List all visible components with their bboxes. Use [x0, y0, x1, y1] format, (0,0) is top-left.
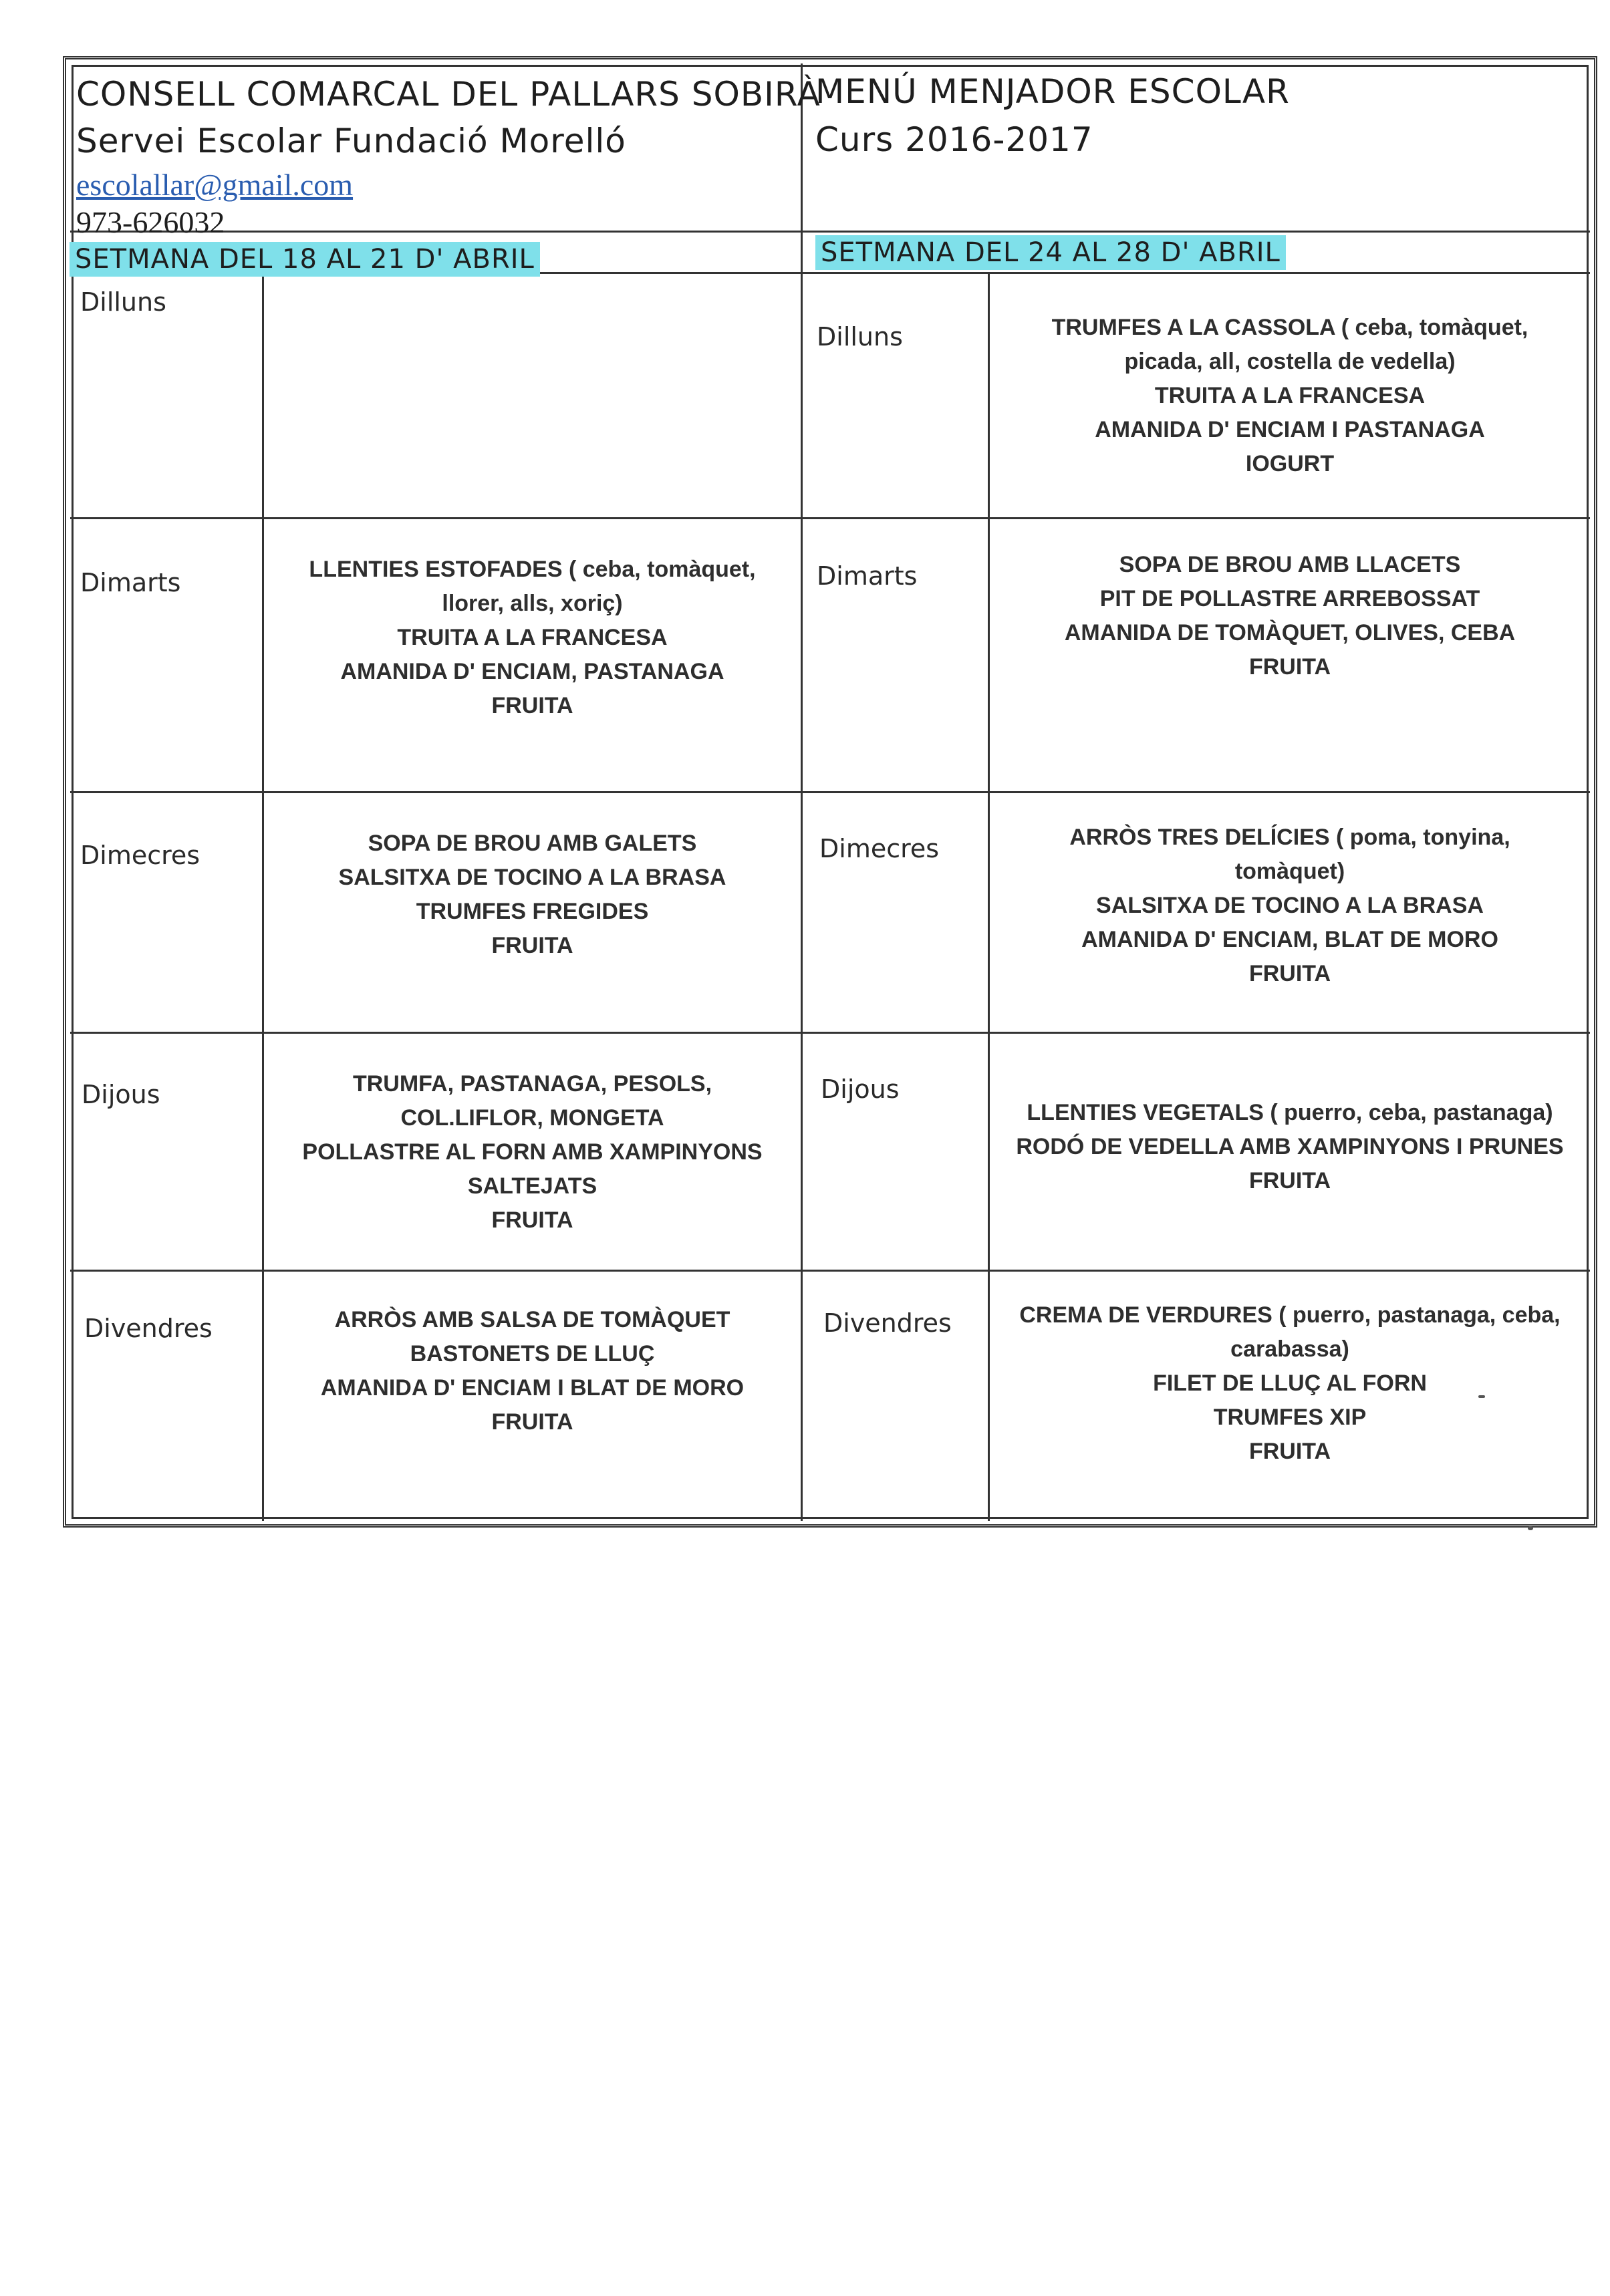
menu-line: FRUITA: [491, 1409, 573, 1435]
email-link[interactable]: escolallar@gmail.com: [76, 168, 354, 202]
menu-line: TRUMFA, PASTANAGA, PESOLS,: [352, 1071, 712, 1097]
week-label-1: SETMANA DEL 18 AL 21 D' ABRIL: [70, 242, 540, 277]
page-title: MENÚ MENJADOR ESCOLAR: [815, 72, 1290, 111]
menu-line: RODÓ DE VEDELLA AMB XAMPINYONS I PRUNES: [1016, 1134, 1564, 1159]
menu-line: FRUITA: [1248, 961, 1331, 986]
menu-line: TRUMFES FREGIDES: [416, 899, 649, 924]
day-label: Dilluns: [817, 322, 903, 351]
row-divider-4: [70, 1270, 1590, 1272]
menu-cell: [264, 1303, 801, 1439]
day-label: Dijous: [821, 1074, 900, 1104]
row-divider-3: [70, 1032, 1590, 1034]
row-divider-header: [70, 231, 1590, 233]
menu-line: CREMA DE VERDURES ( puerro, pastanaga, ceba,: [1019, 1302, 1561, 1328]
menu-line: TRUITA A LA FRANCESA: [397, 625, 668, 650]
service-name: Servei Escolar Fundació Morelló: [76, 122, 626, 160]
scan-speck: [1528, 1526, 1533, 1530]
menu-cell: [990, 548, 1590, 684]
menu-line: TRUMFES XIP: [1213, 1405, 1367, 1430]
menu-line: SOPA DE BROU AMB LLACETS: [1119, 552, 1461, 577]
menu-line: ARRÒS TRES DELÍCIES ( poma, tonyina,: [1069, 825, 1510, 850]
menu-line: LLENTIES VEGETALS ( puerro, ceba, pastanaga): [1027, 1100, 1553, 1125]
day-label: Dimecres: [819, 834, 940, 863]
menu-cell: [990, 1096, 1590, 1198]
menu-line: SALSITXA DE TOCINO A LA BRASA: [1096, 893, 1484, 918]
scan-speck: [1478, 1395, 1485, 1398]
menu-line: SALSITXA DE TOCINO A LA BRASA: [338, 865, 726, 890]
menu-cell: [264, 1067, 801, 1238]
menu-line: IOGURT: [1245, 451, 1335, 476]
row-divider-1: [70, 517, 1590, 519]
menu-line: LLENTIES ESTOFADES ( ceba, tomàquet,: [309, 557, 756, 582]
menu-cell: [990, 821, 1590, 991]
course-year: Curs 2016-2017: [815, 120, 1093, 159]
menu-line: SOPA DE BROU AMB GALETS: [368, 831, 697, 856]
menu-line: AMANIDA D' ENCIAM, BLAT DE MORO: [1081, 927, 1498, 952]
menu-line: FRUITA: [491, 933, 573, 958]
week-label-2: SETMANA DEL 24 AL 28 D' ABRIL: [815, 235, 1286, 270]
menu-line: FRUITA: [491, 1207, 573, 1233]
organization-name: CONSELL COMARCAL DEL PALLARS SOBIRÀ: [76, 75, 821, 114]
day-label: Dimecres: [80, 841, 200, 870]
menu-line: AMANIDA D' ENCIAM, PASTANAGA: [340, 659, 724, 684]
menu-line: llorer, alls, xoriç): [442, 591, 623, 616]
menu-cell: [990, 1298, 1590, 1469]
menu-line: SALTEJATS: [467, 1173, 597, 1199]
day-label: Dimarts: [817, 561, 918, 591]
menu-line: TRUITA A LA FRANCESA: [1154, 383, 1426, 408]
row-divider-2: [70, 791, 1590, 793]
phone-number: 973-626032: [76, 205, 225, 239]
menu-line: PIT DE POLLASTRE ARREBOSSAT: [1099, 586, 1480, 611]
menu-line: tomàquet): [1234, 859, 1345, 884]
menu-line: FRUITA: [491, 693, 573, 718]
menu-line: ARRÒS AMB SALSA DE TOMÀQUET: [334, 1307, 730, 1332]
menu-line: BASTONETS DE LLUÇ: [410, 1341, 655, 1367]
menu-line: FILET DE LLUÇ AL FORN: [1153, 1371, 1427, 1396]
day-label: Divendres: [823, 1308, 952, 1338]
menu-line: FRUITA: [1248, 654, 1331, 680]
day-label: Dijous: [82, 1080, 160, 1109]
menu-line: FRUITA: [1248, 1439, 1331, 1464]
menu-line: picada, all, costella de vedella): [1124, 349, 1456, 374]
menu-line: COL.LIFLOR, MONGETA: [400, 1105, 664, 1131]
menu-line: AMANIDA DE TOMÀQUET, OLIVES, CEBA: [1064, 620, 1516, 645]
day-label: Dilluns: [80, 287, 166, 317]
menu-line: TRUMFES A LA CASSOLA ( ceba, tomàquet,: [1051, 315, 1528, 340]
menu-line: carabassa): [1230, 1336, 1349, 1362]
menu-cell: [264, 553, 801, 723]
menu-cell: [264, 827, 801, 963]
day-label: Divendres: [84, 1314, 213, 1343]
menu-line: AMANIDA D' ENCIAM I PASTANAGA: [1095, 417, 1485, 442]
menu-line: POLLASTRE AL FORN AMB XAMPINYONS: [302, 1139, 763, 1165]
menu-line: AMANIDA D' ENCIAM I BLAT DE MORO: [320, 1375, 745, 1401]
menu-cell: [990, 311, 1590, 481]
day-label: Dimarts: [80, 568, 181, 597]
menu-line: FRUITA: [1248, 1168, 1331, 1193]
